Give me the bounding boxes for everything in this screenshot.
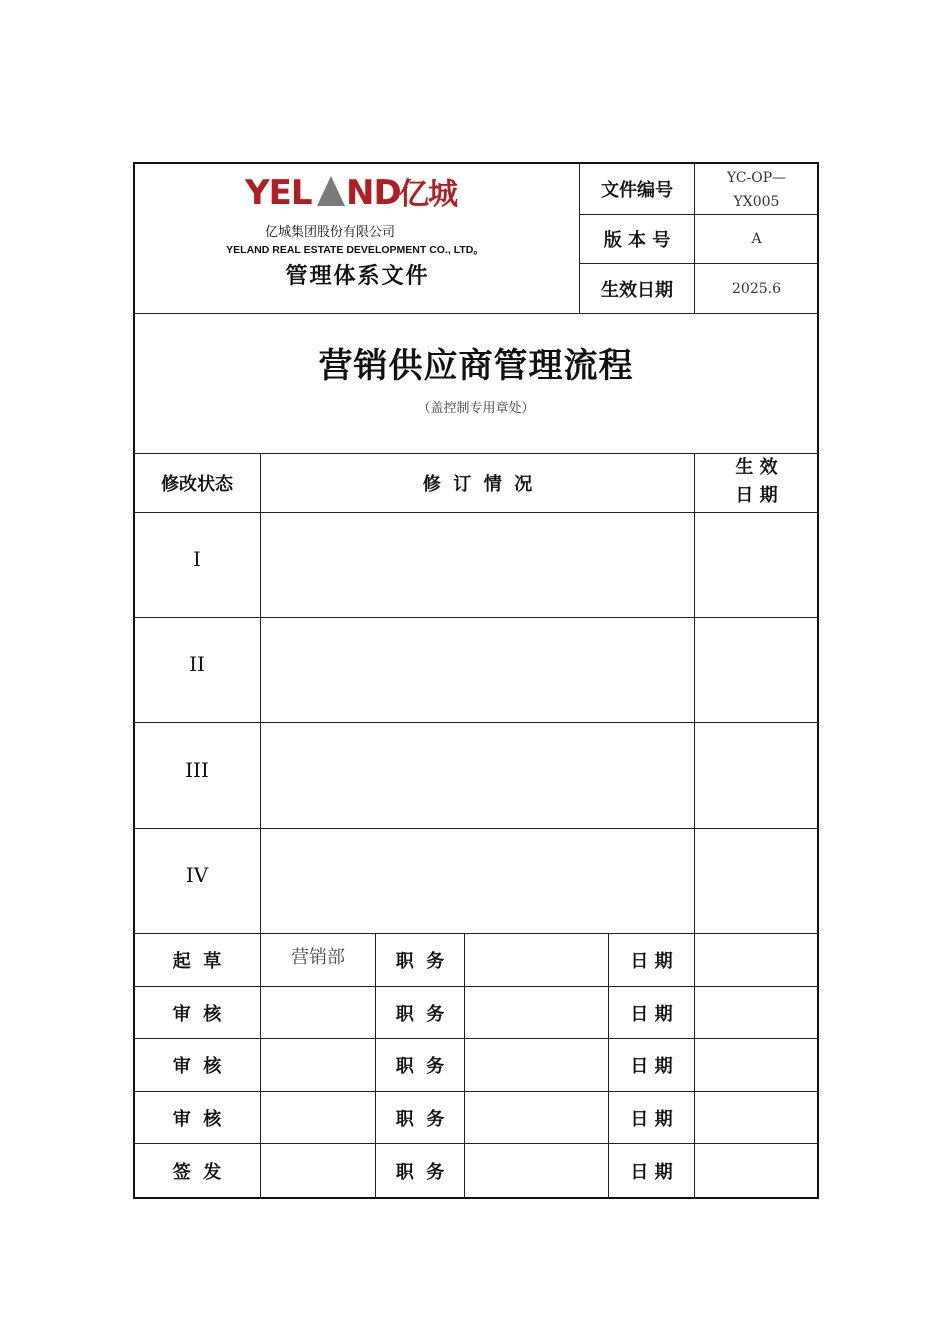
system-title: 管理体系文件 [285, 263, 430, 289]
date-label: 日 期 [630, 1161, 673, 1183]
revision-row-status: I [193, 547, 201, 571]
revision-content-header: 修 订 情 况 [422, 474, 533, 495]
file-number-value-line1: YC-OP— [726, 170, 787, 186]
date-label: 日 期 [630, 951, 673, 972]
revision-row-status: II [189, 652, 205, 676]
approval-role: 审 核 [172, 1056, 222, 1077]
divider [694, 933, 695, 1198]
effective-date-label: 生效日期 [601, 279, 673, 301]
approval-name [261, 1144, 375, 1197]
version-label: 版 本 号 [603, 230, 671, 251]
revision-status-header: 修改状态 [161, 474, 233, 495]
approval-name [261, 1039, 375, 1091]
position-label: 职 务 [395, 1108, 445, 1130]
approval-role: 审 核 [172, 1003, 222, 1025]
approval-role: 起 草 [172, 951, 222, 972]
stamp-note: （盖控制专用章处） [417, 400, 535, 416]
position-label: 职 务 [395, 1056, 445, 1077]
svg-text:YEL: YEL [245, 173, 312, 212]
version-value: A [751, 231, 762, 247]
approval-name [261, 1092, 375, 1143]
revision-row-status: III [185, 758, 209, 782]
company-logo [245, 172, 467, 221]
company-name-cn: 亿城集团股份有限公司 [264, 224, 395, 240]
file-number-label: 文件编号 [601, 179, 673, 201]
date-label: 日 期 [630, 1056, 673, 1077]
document-title: 营销供应商管理流程 [318, 345, 634, 386]
revision-date-header-line2: 日 期 [735, 485, 778, 506]
yeland-logo-icon [245, 172, 467, 212]
date-label: 日 期 [630, 1003, 673, 1025]
company-name-en: YELAND REAL ESTATE DEVELOPMENT CO., LTD。 [226, 243, 484, 256]
divider [134, 313, 818, 314]
position-label: 职 务 [395, 951, 445, 972]
position-label: 职 务 [395, 1003, 445, 1025]
position-label: 职 务 [395, 1161, 445, 1183]
divider [464, 933, 465, 1198]
date-label: 日 期 [630, 1108, 673, 1130]
file-number-value-line2: YX005 [733, 194, 780, 210]
approval-name [261, 987, 375, 1038]
effective-date-value: 2025.6 [732, 280, 781, 297]
approval-name: 营销部 [291, 947, 345, 968]
svg-text:亿城: 亿城 [399, 177, 457, 212]
revision-row-status: IV [185, 863, 209, 887]
approval-role: 审 核 [172, 1108, 222, 1130]
svg-text:ND: ND [346, 173, 401, 212]
divider [694, 453, 695, 933]
revision-date-header-line1: 生 效 [735, 457, 778, 478]
approval-role: 签 发 [172, 1161, 222, 1183]
